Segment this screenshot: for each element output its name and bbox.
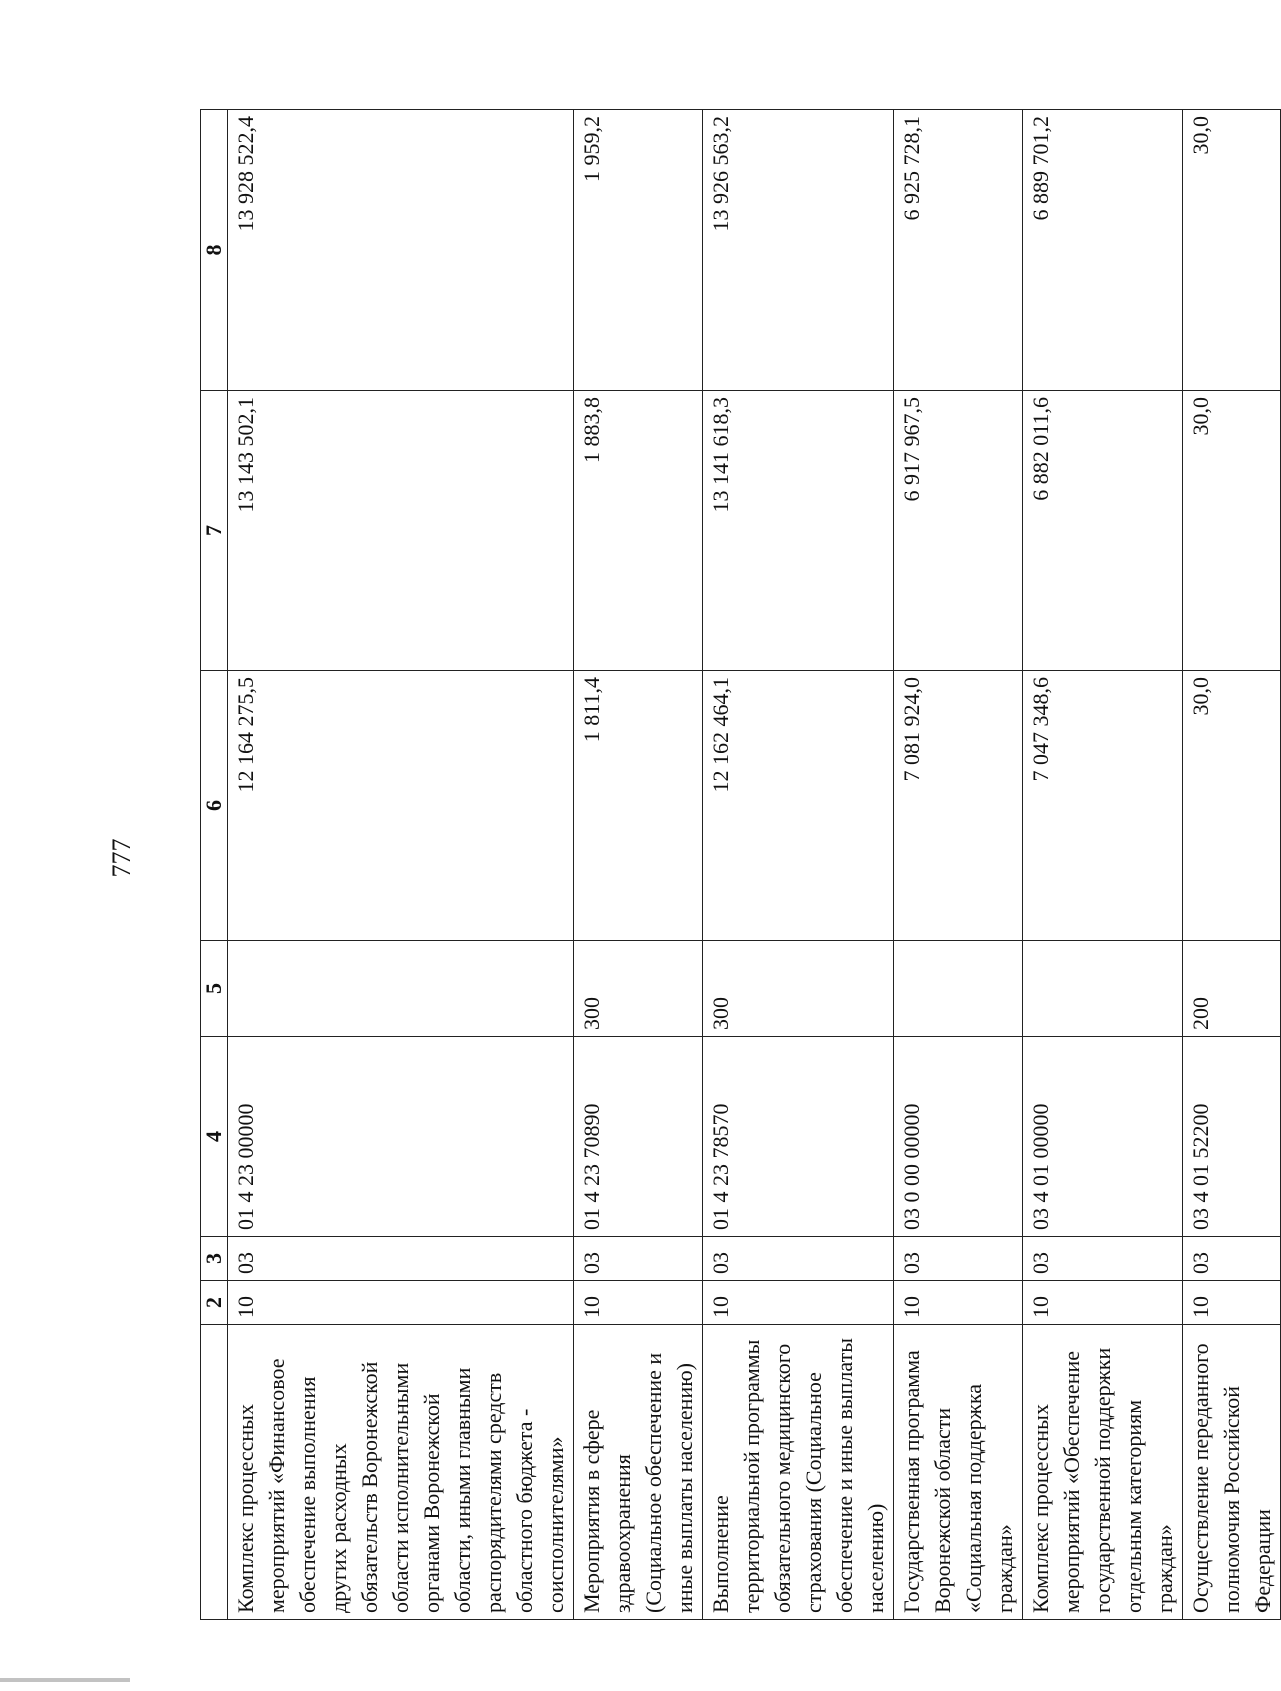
row-year2: 1 883,8 [574,391,703,671]
row-vr: 300 [574,941,703,1037]
row-pr: 03 [574,1237,703,1281]
row-year3: 1 959,2 [574,110,703,391]
rotated-table-container [200,110,1275,1620]
header-cell-year1: 6 [201,671,228,941]
row-csr: 01 4 23 70890 [574,1037,703,1237]
scan-edge-mark [0,1678,130,1682]
row-pr: 03 [228,1237,574,1281]
row-rz: 10 [228,1281,574,1325]
row-pr: 03 [894,1237,1023,1281]
row-year1: 1 811,4 [574,671,703,941]
row-name: Выполнение территориальной программы обязательного медицинского страхования (Социальное обеспечение и иные выплаты населению) [703,1325,894,1620]
row-name: Комплекс процессных мероприятий «Обеспечение государственной поддержки отдельным категориям граждан» [1023,1325,1183,1620]
table-row [894,110,1023,1620]
row-year3: 13 926 563,2 [703,110,894,391]
row-vr [228,941,574,1037]
header-cell-rz: 2 [201,1281,228,1325]
header-row [201,110,228,1620]
row-year1: 30,0 [1183,671,1281,941]
table-row [1183,110,1281,1620]
table-row [703,110,894,1620]
row-year2: 6 917 967,5 [894,391,1023,671]
budget-table [200,109,1281,1620]
row-rz: 10 [574,1281,703,1325]
row-name: Осуществление переданного полномочия Российской Федерации [1183,1325,1281,1620]
row-year2: 13 141 618,3 [703,391,894,671]
row-vr: 300 [703,941,894,1037]
row-vr: 200 [1183,941,1281,1037]
table-row [228,110,574,1620]
row-name: Мероприятия в сфере здравоохранения (Социальное обеспечение и иные выплаты населению) [574,1325,703,1620]
row-vr [894,941,1023,1037]
row-year1: 12 164 275,5 [228,671,574,941]
page-number: 777 [107,838,136,878]
row-vr [1023,941,1183,1037]
row-year2: 6 882 011,6 [1023,391,1183,671]
table-row [1023,110,1183,1620]
row-csr: 03 4 01 00000 [1023,1037,1183,1237]
row-pr: 03 [1023,1237,1183,1281]
row-year3: 6 889 701,2 [1023,110,1183,391]
row-year3: 6 925 728,1 [894,110,1023,391]
row-year1: 7 047 348,6 [1023,671,1183,941]
row-csr: 01 4 23 78570 [703,1037,894,1237]
row-year2: 13 143 502,1 [228,391,574,671]
row-pr: 03 [703,1237,894,1281]
row-rz: 10 [894,1281,1023,1325]
row-year3: 30,0 [1183,110,1281,391]
header-cell-csr: 4 [201,1037,228,1237]
header-cell-vr: 5 [201,941,228,1037]
row-year1: 12 162 464,1 [703,671,894,941]
row-year2: 30,0 [1183,391,1281,671]
row-csr: 01 4 23 00000 [228,1037,574,1237]
row-name: Комплекс процессных мероприятий «Финансовое обеспечение выполнения других расходных обязательств Воронежской области исполнительными органами Воронежской области, иными главными распорядителями средств областного бюджета - соисполнителями» [228,1325,574,1620]
header-cell-name [201,1325,228,1620]
table-row [574,110,703,1620]
row-rz: 10 [1183,1281,1281,1325]
row-name: Государственная программа Воронежской области «Социальная поддержка граждан» [894,1325,1023,1620]
row-csr: 03 4 01 52200 [1183,1037,1281,1237]
row-rz: 10 [703,1281,894,1325]
row-rz: 10 [1023,1281,1183,1325]
row-year1: 7 081 924,0 [894,671,1023,941]
header-cell-pr: 3 [201,1237,228,1281]
row-pr: 03 [1183,1237,1281,1281]
row-year3: 13 928 522,4 [228,110,574,391]
header-cell-year3: 8 [201,110,228,391]
header-cell-year2: 7 [201,391,228,671]
row-csr: 03 0 00 00000 [894,1037,1023,1237]
